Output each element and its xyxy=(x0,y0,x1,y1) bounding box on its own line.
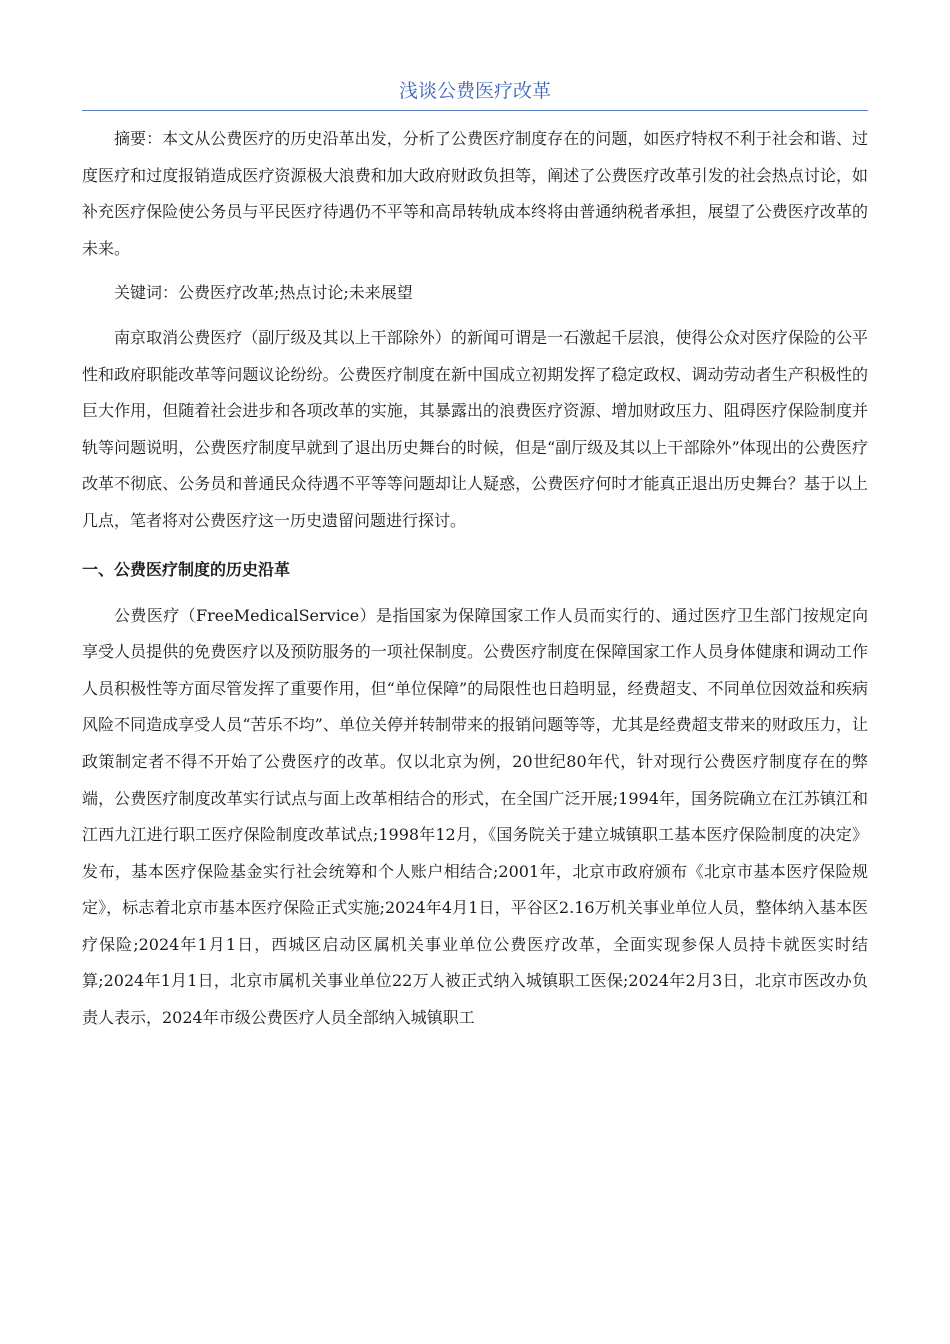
document-page xyxy=(82,76,868,1037)
title-underline xyxy=(82,110,868,111)
keywords-paragraph: 关键词：公费医疗改革;热点讨论;未来展望 xyxy=(114,283,413,303)
body-paragraph: 公费医疗（FreeMedicalService）是指国家为保障国家工作人员而实行的、通过医疗卫生部门按规定向享受人员提供的免费医疗以及预防服务的一项社保制度。公费医疗制度在保障国家工作人员身体健康和调动工作人员积极性等方面尽管发挥了重要作用，但“单位保障”的局限性也日趋明显，经费超支、不同单位因效益和疾病风险不同造成享受人员“苦乐不均”、单位关停并转制带来的报销问题等等，尤其是经费超支带来的财政压力，让政策制定者不得不开始了公费医疗的改革。仅以北京为例，20世纪80年代，针对现行公费医疗制度存在的弊端，公费医疗制度改革实行试点与面上改革相结合的形式，在全国广泛开展;1994年，国务院确立在江苏镇江和江西九江进行职工医疗保险制度改革试点;1998年12月，《国务院关于建立城镇职工基本医疗保险制度的决定》发布，基本医疗保险基金实行社会统筹和个人账户相结合;2001年，北京市政府颁布《北京市基本医疗保险规定》，标志着北京市基本医疗保险正式实施;2024年4月1日，平谷区2.16万机关事业单位人员，整体纳入基本医疗保险;2024年1月1日，西城区启动区属机关事业单位公费医疗改革，全面实现参保人员持卡就医实时结算;2024年1月1日，北京市属机关事业单位22万人被正式纳入城镇职工医保;2024年2月3日，北京市医改办负责人表示，2024年市级公费医疗人员全部纳入城镇职工 xyxy=(82,605,868,1028)
document-title: 浅谈公费医疗改革 xyxy=(398,80,551,102)
section-heading: 一、公费医疗制度的历史沿革 xyxy=(82,559,291,579)
abstract-paragraph: 摘要：本文从公费医疗的历史沿革出发，分析了公费医疗制度存在的问题，如医疗特权不利于社会和谐、过度医疗和过度报销造成医疗资源极大浪费和加大政府财政负担等，阐述了公费医疗改革引发的社会热点讨论，如补充医疗保险使公务员与平民医疗待遇仍不平等和高昂转轨成本终将由普通纳税者承担，展望了公费医疗改革的未来。 xyxy=(82,129,868,258)
intro-paragraph: 南京取消公费医疗（副厅级及其以上干部除外）的新闻可谓是一石激起千层浪，使得公众对医疗保险的公平性和政府职能改革等问题议论纷纷。公费医疗制度在新中国成立初期发挥了稳定政权、调动劳动者生产积极性的巨大作用，但随着社会进步和各项改革的实施，其暴露出的浪费医疗资源、增加财政压力、阻碍医疗保险制度并轨等问题说明，公费医疗制度早就到了退出历史舞台的时候，但是“副厅级及其以上干部除外”体现出的公费医疗改革不彻底、公务员和普通民众待遇不平等等问题却让人疑惑，公费医疗何时才能真正退出历史舞台？基于以上几点，笔者将对公费医疗这一历史遗留问题进行探讨。 xyxy=(82,327,868,530)
